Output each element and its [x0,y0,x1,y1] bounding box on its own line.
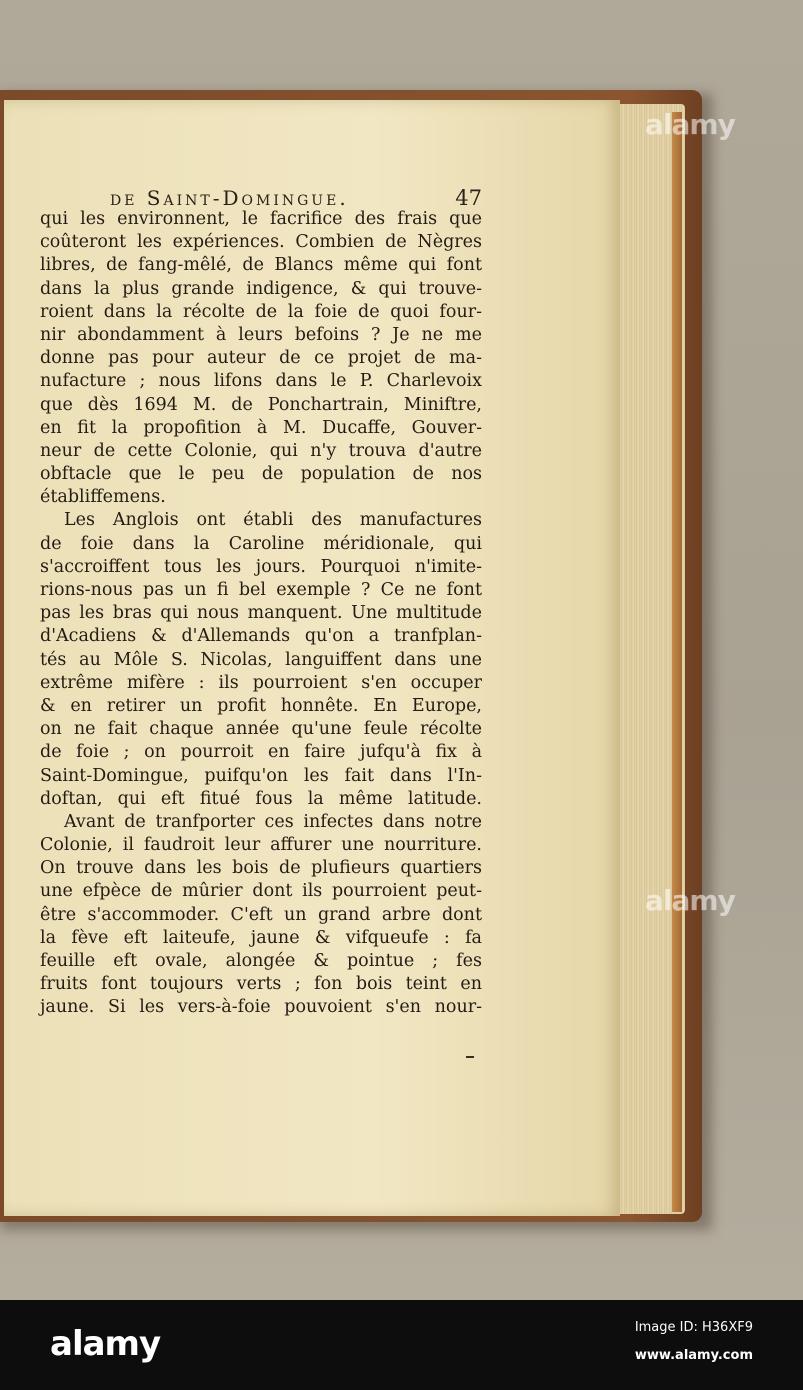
text-line: nir abondamment à leurs befoins ? Je ne me [40,324,482,345]
text-line: nufacture ; nous lifons dans le P. Charlevoix [40,371,482,392]
text-line: en fit la propofition à M. Ducaffe, Gouver- [40,417,482,438]
text-line: & en retirer un profit honnête. En Europe, [40,695,482,716]
text-line: pas les bras qui nous manquent. Une multitude [40,603,482,624]
image-id: Image ID: H36XF9 [634,1320,753,1335]
text-line: d'Acadiens & d'Allemands qu'on a tranfplan- [40,626,482,647]
text-line: doftan, qui eft fitué fous la même latitude. [40,788,482,809]
catchword-mark [466,1056,474,1058]
text-line: feuille eft ovale, alongée & pointue ; fes [40,951,482,971]
text-line: Colonie, il faudroit leur affurer une nourriture. [40,835,482,856]
page-text [40,208,482,1020]
text-line: obftacle que le peu de population de nos [40,464,482,485]
text-line: libres, de fang-mêlé, de Blancs même qui font [40,255,482,276]
text-line: On trouve dans les bois de plufieurs quartiers [40,858,482,879]
text-line: dans la plus grande indigence, & qui trouve- [40,278,482,299]
text-line: s'accroiffent tous les jours. Pourquoi n'imite- [40,556,482,577]
text-line: rions-nous pas un fi bel exemple ? Ce ne font [40,580,482,600]
text-line: roient dans la récolte de la foie de quoi four- [40,301,482,322]
watermark: alamy [645,884,735,917]
text-line: on ne fait chaque année qu'une feule récolte [40,719,482,740]
text-line: être s'accommoder. C'eft un grand arbre dont [40,904,482,925]
text-line: Saint-Domingue, puifqu'on les fait dans l'In- [40,765,482,786]
text-line: extrême mifère : ils pourroient s'en occuper [40,672,482,693]
text-line: Les Anglois ont établi des manufactures [64,510,482,531]
gilt-edge [672,112,682,1212]
text-line: jaune. Si les vers-à-foie pouvoient s'en nour- [40,997,482,1018]
watermark: alamy [645,108,735,141]
running-head-title: de Saint-Domingue. [110,186,349,210]
text-line: tés au Môle S. Nicolas, languiffent dans une [40,649,482,670]
footer-bar [0,1300,803,1390]
text-line: de foie dans la Caroline méridionale, qui [40,533,482,554]
page-number: 47 [455,186,482,210]
footer-url: www.alamy.com [634,1348,753,1363]
text-line: qui les environnent, le facrifice des frais que [40,209,482,229]
text-line: donne pas pour auteur de ce projet de ma- [40,348,482,369]
text-line: la fève eft laiteufe, jaune & vifqueufe : fa [40,927,482,948]
text-line: une efpèce de mûrier dont ils pourroient peut- [40,881,482,902]
text-line: neur de cette Colonie, qui n'y trouva d'autre [40,440,482,461]
text-line: établiffemens. [40,487,166,508]
text-line: Avant de tranfporter ces infectes dans notre [64,811,482,832]
text-line: coûteront les expériences. Combien de Nègres [40,232,482,253]
text-line: fruits font toujours verts ; fon bois teint en [40,974,482,995]
text-line: que dès 1694 M. de Ponchartrain, Miniftre, [40,394,482,415]
text-line: de foie ; on pourroit en faire jufqu'à fix à [40,742,482,763]
footer-logo: alamy [50,1324,161,1364]
